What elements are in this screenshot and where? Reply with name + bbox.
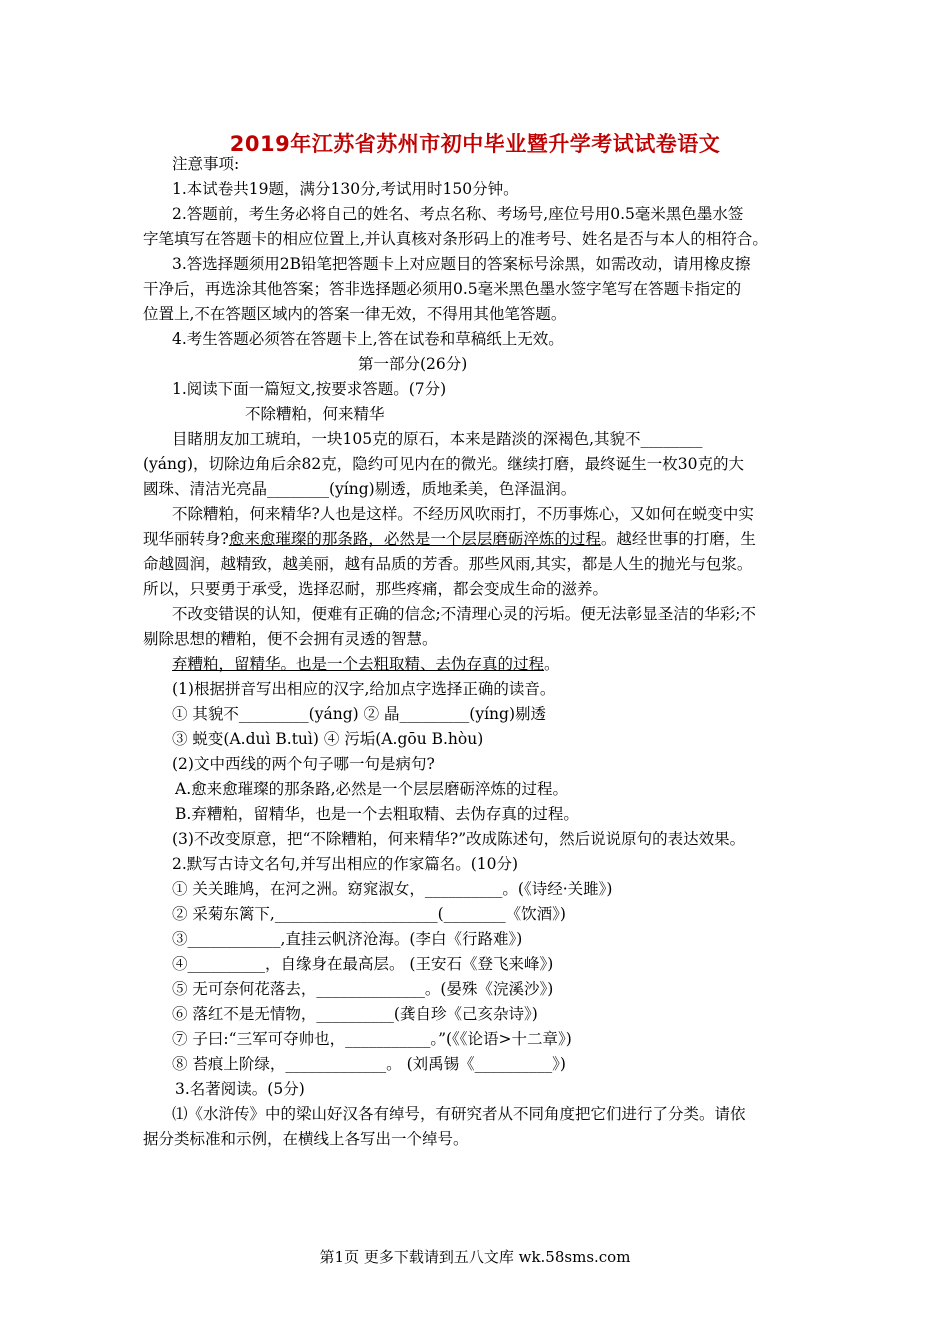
- q2-intro: 2.默写古诗文名句,并写出相应的作家篇名。(10分): [172, 855, 519, 873]
- q1-sub2-option-a: A.愈来愈璀璨的那条路,必然是一个层层磨砺淬炼的过程。: [175, 780, 569, 798]
- notice-item-3-line-1: 3.答选择题须用2B铅笔把答题卡上对应题目的答案标号涂黑，如需改动，请用橡皮擦: [172, 255, 751, 273]
- essay-p2-line-2: [143, 528, 756, 550]
- notice-item-2-line-1: 2.答题前，考生务必将自己的姓名、考点名称、考场号,座位号用0.5毫米黑色墨水签: [172, 205, 744, 223]
- essay-p4: [172, 653, 560, 675]
- notice-item-3-line-2: 干净后，再选涂其他答案；答非选择题必须用0.5毫米黑色墨水签字笔写在答题卡指定的: [143, 280, 742, 298]
- q3-intro: 3.名著阅读。(5分): [175, 1080, 305, 1098]
- essay-p1-line-2: (yáng)，切除边角后余82克，隐约可见内在的微光。继续打磨，最终诞生一枚30克的大: [143, 455, 744, 473]
- part-heading: 第一部分(26分): [358, 355, 468, 373]
- essay-p2-line-3: 命越圆润，越精致，越美丽，越有品质的芳香。那些风雨,其实，都是人生的抛光与包浆。: [143, 555, 753, 573]
- essay-p1-line-3: 國珠、清洁光亮晶________(yíng)剔透，质地柔美，色泽温润。: [143, 480, 577, 498]
- q1-sub2: (2)文中西线的两个句子哪一句是病句?: [172, 755, 435, 773]
- q2-line-1: ① 关关雎鸠，在河之洲。窈窕淑女，__________。(《诗经·关雎》): [172, 880, 613, 898]
- essay-p3-line-1: 不改变错误的认知，便难有正确的信念;不清理心灵的污垢。便无法彰显圣洁的华彩;不: [172, 605, 756, 623]
- q1-intro: 1.阅读下面一篇短文,按要求答题。(7分): [172, 380, 447, 398]
- q2-line-7: ⑦ 子曰:“三军可夺帅也，___________。”(《《论语>十二章》): [172, 1030, 572, 1048]
- q1-sub3: (3)不改变原意，把“不除糟粕，何来精华?”改成陈述句，然后说说原句的表达效果。: [172, 830, 746, 848]
- essay-p4-end: 。: [544, 655, 560, 673]
- q2-line-2: ② 采菊东篱下,_____________________(________《饮酒》): [172, 905, 566, 923]
- q2-line-4: ④__________，自缘身在最高层。 (王安石《登飞来峰》): [172, 955, 554, 973]
- underlined-sentence-b: 弃糟粕，留精华。也是一个去粗取精、去伪存真的过程: [172, 655, 545, 673]
- essay-p3-line-2: 剔除思想的糟粕，便不会拥有灵透的智慧。: [143, 630, 438, 648]
- q1-sub1-row-b: ③ 蜕变(A.duì B.tuì) ④ 污垢(A.gōu B.hòu): [172, 730, 484, 748]
- essay-p2-line-1: 不除糟粕，何来精华?人也是这样。不经历风吹雨打，不历事炼心，又如何在蜕变中实: [172, 505, 754, 523]
- notice-item-3-line-3: 位置上,不在答题区域内的答案一律无效，不得用其他笔答题。: [143, 305, 567, 323]
- notice-item-2-line-2: 字笔填写在答题卡的相应位置上,并认真核对条形码上的准考号、姓名是否与本人的相符合。: [143, 230, 768, 248]
- q3-sub1-line-1: ⑴《水浒传》中的梁山好汉各有绰号，有研究者从不同角度把它们进行了分类。请依: [172, 1105, 746, 1123]
- notice-item-4: 4.考生答题必须答在答题卡上,答在试卷和草稿纸上无效。: [172, 330, 564, 348]
- essay-p1-line-1: 目睹朋友加工琥珀，一块105克的原石，本来是踏淡的深褐色,其貌不________: [172, 430, 703, 448]
- q2-line-8: ⑧ 苔痕上阶绿，_____________。 (刘禹锡《__________》): [172, 1055, 566, 1073]
- essay-title: 不除糟粕，何来精华: [245, 405, 385, 423]
- notice-item-1: 1.本试卷共19题，满分130分,考试用时150分钟。: [172, 180, 519, 198]
- q2-line-3: ③____________,直挂云帆济沧海。(李白《行路难》): [172, 930, 523, 948]
- exam-title: 2019年江苏省苏州市初中毕业暨升学考试试卷语文: [229, 132, 721, 156]
- essay-p2-line-2-end: 。越经世事的打磨，生: [600, 530, 756, 548]
- q1-sub1: (1)根据拼音写出相应的汉字,给加点字选择正确的读音。: [172, 680, 556, 698]
- q3-sub1-line-2: 据分类标准和示例，在横线上各写出一个绰号。: [143, 1130, 469, 1148]
- essay-p2-line-2-start: 现华丽转身?: [143, 530, 229, 548]
- q2-line-6: ⑥ 落红不是无情物，__________(龚自珍《己亥杂诗》): [172, 1005, 538, 1023]
- page-footer: 第1页 更多下载请到五八文库 wk.58sms.com: [319, 1248, 631, 1266]
- q2-line-5: ⑤ 无可奈何花落去，______________。(晏殊《浣溪沙》): [172, 980, 554, 998]
- q1-sub1-row-a: ① 其貌不_________(yáng) ② 晶_________(yíng)剔透: [172, 705, 546, 723]
- essay-p2-line-4: 所以，只要勇于承受，选择忍耐，那些疼痛，都会变成生命的滋养。: [143, 580, 609, 598]
- q1-sub2-option-b: B.弃糟粕，留精华，也是一个去粗取精、去伪存真的过程。: [175, 805, 579, 823]
- underlined-sentence-a: 愈来愈璀璨的那条路，必然是一个层层磨砺淬炼的过程: [228, 530, 601, 548]
- notice-heading: 注意事项:: [172, 155, 240, 173]
